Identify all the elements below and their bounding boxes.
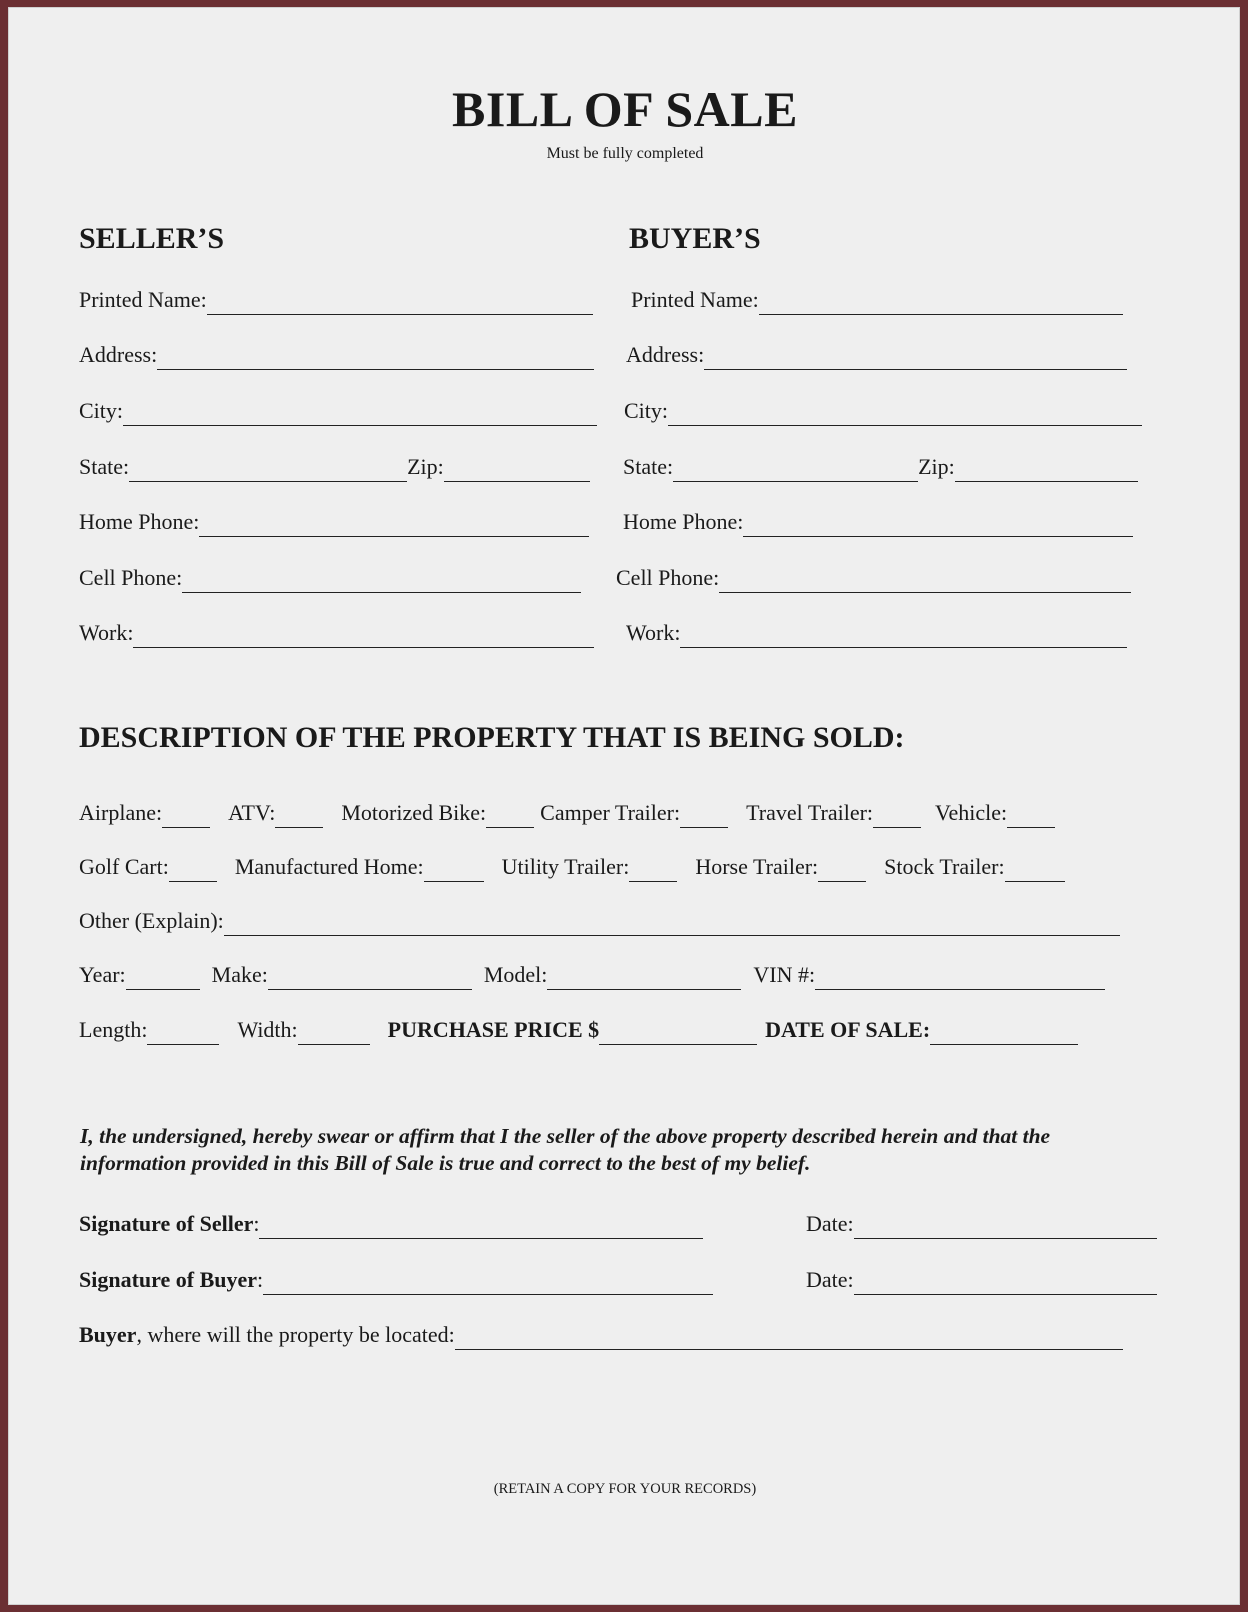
other-explain-label: Other (Explain): <box>79 908 224 933</box>
other-explain-line[interactable] <box>224 911 1120 936</box>
buyer-address-label: Address: <box>626 342 705 367</box>
camper-trailer-label: Camper Trailer: <box>540 800 681 825</box>
buyer-city-line[interactable] <box>668 401 1142 426</box>
date-of-sale-label: DATE OF SALE: <box>765 1017 931 1042</box>
model-line[interactable] <box>547 965 741 990</box>
vin-label: VIN #: <box>753 962 816 987</box>
buyer-signature-colon: : <box>257 1267 264 1292</box>
vehicle-details-row <box>79 960 1105 990</box>
buyer-state-line[interactable] <box>673 457 918 482</box>
travel-trailer-line[interactable] <box>873 803 921 828</box>
vehicle-label: Vehicle: <box>935 800 1008 825</box>
buyer-printed-name-line[interactable] <box>759 290 1123 315</box>
golf-cart-line[interactable] <box>169 857 217 882</box>
seller-city-field[interactable] <box>79 396 597 426</box>
seller-cell-phone-field[interactable] <box>79 563 581 593</box>
property-location-field[interactable] <box>79 1320 1123 1350</box>
year-line[interactable] <box>126 965 200 990</box>
buyer-heading: BUYER’S <box>629 222 761 255</box>
seller-city-line[interactable] <box>123 401 597 426</box>
vin-line[interactable] <box>815 965 1105 990</box>
atv-label: ATV: <box>228 800 276 825</box>
manufactured-home-label: Manufactured Home: <box>234 854 424 879</box>
property-location-label: , where will the property be located: <box>136 1322 455 1347</box>
seller-heading: SELLER’S <box>79 222 225 255</box>
model-label: Model: <box>483 962 548 987</box>
property-types-row-2 <box>79 852 1065 882</box>
seller-state-zip-field[interactable] <box>79 452 590 482</box>
property-types-row-1 <box>79 798 1055 828</box>
make-label: Make: <box>211 962 268 987</box>
seller-cell-phone-line[interactable] <box>182 568 581 593</box>
airplane-label: Airplane: <box>79 800 163 825</box>
buyer-work-line[interactable] <box>680 623 1127 648</box>
seller-address-line[interactable] <box>157 345 594 370</box>
buyer-address-line[interactable] <box>704 345 1127 370</box>
buyer-date-line[interactable] <box>854 1270 1157 1295</box>
manufactured-home-line[interactable] <box>424 857 484 882</box>
property-location-line[interactable] <box>455 1325 1123 1350</box>
buyer-address-field[interactable] <box>626 340 1127 370</box>
horse-trailer-line[interactable] <box>818 857 866 882</box>
seller-zip-label: Zip: <box>407 454 444 479</box>
seller-signature-line[interactable] <box>259 1214 703 1239</box>
seller-work-line[interactable] <box>133 623 594 648</box>
stock-trailer-label: Stock Trailer: <box>884 854 1005 879</box>
buyer-city-field[interactable] <box>624 396 1142 426</box>
purchase-price-line[interactable] <box>599 1020 757 1045</box>
seller-printed-name-line[interactable] <box>207 290 593 315</box>
seller-date-field[interactable] <box>806 1209 1157 1239</box>
seller-work-label: Work: <box>79 620 134 645</box>
property-location-label-bold: Buyer <box>79 1322 137 1347</box>
seller-signature-field[interactable] <box>79 1209 703 1239</box>
buyer-work-field[interactable] <box>626 618 1127 648</box>
seller-city-label: City: <box>79 398 124 423</box>
seller-signature-label: Signature of Seller <box>79 1211 254 1236</box>
seller-date-label: Date: <box>806 1211 854 1236</box>
form-subtitle: Must be fully completed <box>546 145 704 162</box>
seller-home-phone-line[interactable] <box>199 512 589 537</box>
seller-state-line[interactable] <box>129 457 407 482</box>
property-heading: DESCRIPTION OF THE PROPERTY THAT IS BEING SOLD: <box>79 721 905 754</box>
make-line[interactable] <box>268 965 472 990</box>
utility-trailer-line[interactable] <box>629 857 677 882</box>
seller-printed-name-label: Printed Name: <box>79 287 207 312</box>
buyer-signature-line[interactable] <box>263 1270 713 1295</box>
other-explain-field[interactable] <box>79 906 1120 936</box>
seller-home-phone-field[interactable] <box>79 507 589 537</box>
golf-cart-label: Golf Cart: <box>79 854 169 879</box>
buyer-zip-line[interactable] <box>955 457 1138 482</box>
buyer-signature-label: Signature of Buyer <box>79 1267 258 1292</box>
buyer-cell-phone-label: Cell Phone: <box>616 565 720 590</box>
width-line[interactable] <box>298 1020 370 1045</box>
travel-trailer-label: Travel Trailer: <box>746 800 874 825</box>
seller-address-label: Address: <box>79 342 158 367</box>
atv-line[interactable] <box>275 803 323 828</box>
buyer-printed-name-label: Printed Name: <box>631 287 759 312</box>
buyer-signature-field[interactable] <box>79 1265 713 1295</box>
price-details-row <box>79 1015 1078 1045</box>
seller-cell-phone-label: Cell Phone: <box>79 565 183 590</box>
buyer-state-label: State: <box>623 454 674 479</box>
seller-printed-name-field[interactable] <box>79 285 593 315</box>
width-label: Width: <box>237 1017 298 1042</box>
buyer-zip-label: Zip: <box>918 454 955 479</box>
buyer-cell-phone-field[interactable] <box>616 563 1131 593</box>
buyer-work-label: Work: <box>626 620 681 645</box>
vehicle-line[interactable] <box>1007 803 1055 828</box>
buyer-home-phone-line[interactable] <box>743 512 1133 537</box>
buyer-date-label: Date: <box>806 1267 854 1292</box>
length-line[interactable] <box>147 1020 219 1045</box>
year-label: Year: <box>79 962 126 987</box>
length-label: Length: <box>79 1017 148 1042</box>
bill-of-sale-form <box>8 7 1240 1605</box>
buyer-state-zip-field[interactable] <box>623 452 1138 482</box>
seller-zip-line[interactable] <box>444 457 590 482</box>
motorized-bike-line[interactable] <box>486 803 534 828</box>
horse-trailer-label: Horse Trailer: <box>695 854 819 879</box>
purchase-price-label: PURCHASE PRICE $ <box>387 1017 600 1042</box>
buyer-printed-name-field[interactable] <box>631 285 1123 315</box>
airplane-line[interactable] <box>162 803 210 828</box>
retain-copy-note: (RETAIN A COPY FOR YOUR RECORDS) <box>493 1481 757 1497</box>
motorized-bike-label: Motorized Bike: <box>341 800 487 825</box>
buyer-home-phone-label: Home Phone: <box>623 509 744 534</box>
affirmation-statement: I, the undersigned, hereby swear or affirm that I the seller of the above property described herein and that the information provided in this Bill of Sale is true and correct to the best of my belief. <box>80 1124 1051 1175</box>
utility-trailer-label: Utility Trailer: <box>501 854 630 879</box>
date-of-sale-line[interactable] <box>930 1020 1078 1045</box>
seller-date-line[interactable] <box>854 1214 1157 1239</box>
form-title: BILL OF SALE <box>452 81 798 137</box>
seller-work-field[interactable] <box>79 618 594 648</box>
seller-home-phone-label: Home Phone: <box>79 509 200 534</box>
buyer-cell-phone-line[interactable] <box>719 568 1131 593</box>
buyer-home-phone-field[interactable] <box>623 507 1133 537</box>
seller-address-field[interactable] <box>79 340 594 370</box>
stock-trailer-line[interactable] <box>1005 857 1065 882</box>
buyer-date-field[interactable] <box>806 1265 1157 1295</box>
buyer-city-label: City: <box>624 398 669 423</box>
seller-signature-colon: : <box>253 1211 260 1236</box>
seller-state-label: State: <box>79 454 130 479</box>
camper-trailer-line[interactable] <box>680 803 728 828</box>
